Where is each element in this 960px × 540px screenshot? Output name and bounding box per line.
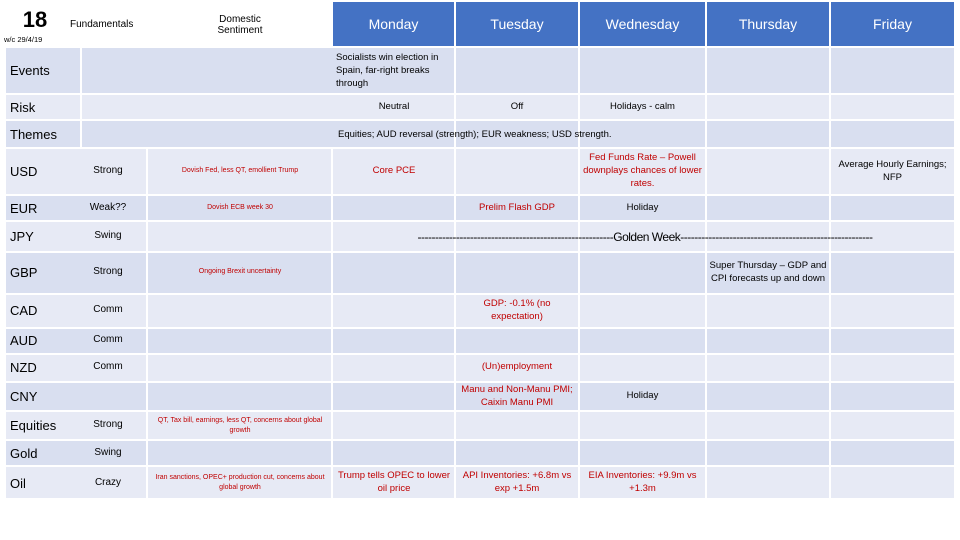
risk-wednesday: Holidays - calm	[610, 100, 675, 112]
cad-tuesday: GDP: -0.1% (no expectation)	[483, 298, 551, 322]
oil-wednesday: EIA Inventories: +9.9m vs +1.3m	[588, 469, 697, 494]
aud-fundamental: Comm	[93, 334, 123, 346]
usd-friday: Average Hourly Earnings; NFP	[838, 158, 947, 183]
fundamentals-column-header: Fundamentals	[70, 18, 134, 30]
risk-monday: Neutral	[378, 100, 410, 112]
row-label-equities: Equities	[10, 417, 57, 433]
eur-tuesday: Prelim Flash GDP	[478, 201, 555, 213]
week-number: 18	[22, 7, 48, 32]
row-label-gold: Gold	[10, 445, 38, 461]
usd-monday: Core PCE	[372, 164, 416, 176]
day-header-friday: Friday	[831, 2, 954, 46]
gbp-sentiment: Ongoing Brexit uncertainty	[198, 268, 282, 276]
gold-fundamental: Swing	[94, 447, 122, 459]
usd-fundamental: Strong	[93, 165, 123, 177]
nzd-fundamental: Comm	[93, 361, 123, 373]
usd-wednesday: Fed Funds Rate – Powell downplays chances of lower rates.	[583, 152, 702, 189]
row-label-aud: AUD	[10, 332, 38, 348]
day-header-monday: Monday	[333, 2, 454, 46]
risk-tuesday: Off	[510, 100, 524, 112]
row-label-gbp: GBP	[10, 264, 38, 280]
row-label-events: Events	[10, 62, 50, 78]
row-label-oil: Oil	[10, 475, 26, 491]
row-label-nzd: NZD	[10, 359, 37, 375]
gbp-thursday: Super Thursday – GDP and CPI forecasts up and down	[709, 260, 827, 284]
cny-tuesday: Manu and Non-Manu PMI; Caixin Manu PMI	[461, 383, 573, 408]
nzd-tuesday: (Un)employment	[481, 360, 553, 372]
oil-tuesday: API Inventories: +6.8m vs exp +1.5m	[462, 469, 572, 494]
usd-sentiment: Dovish Fed, less QT, emollient Trump	[181, 167, 299, 175]
eur-fundamental: Weak??	[89, 202, 127, 214]
events-monday: Socialists win election in Spain, far-right breaks through	[336, 51, 439, 90]
week-of-date: w/c 29/4/19	[4, 34, 43, 44]
equities-fundamental: Strong	[93, 419, 123, 431]
themes-text: Equities; AUD reversal (strength); EUR weakness; USD strength.	[338, 128, 612, 140]
row-label-jpy: JPY	[10, 228, 34, 244]
eur-wednesday: Holiday	[626, 201, 659, 213]
row-label-risk: Risk	[10, 99, 36, 115]
cny-wednesday: Holiday	[626, 390, 659, 402]
row-label-usd: USD	[10, 163, 38, 179]
gbp-fundamental: Strong	[93, 266, 123, 278]
eur-sentiment: Dovish ECB week 30	[207, 204, 273, 212]
oil-sentiment: Iran sanctions, OPEC+ production cut, concerns about global growth	[155, 474, 325, 491]
oil-monday: Trump tells OPEC to lower oil price	[337, 469, 451, 494]
row-label-themes: Themes	[10, 126, 57, 142]
oil-fundamental: Crazy	[94, 477, 122, 489]
day-header-thursday: Thursday	[707, 2, 829, 46]
row-label-eur: EUR	[10, 200, 38, 216]
day-header-tuesday: Tuesday	[456, 2, 578, 46]
domestic-sentiment-column-header: Domestic Sentiment	[217, 14, 263, 36]
cad-fundamental: Comm	[93, 304, 123, 316]
jpy-fundamental: Swing	[94, 230, 122, 242]
day-header-wednesday: Wednesday	[580, 2, 705, 46]
equities-sentiment: QT, Tax bill, earnings, less QT, concerns about global growth	[157, 417, 323, 434]
jpy-golden-week: --------------------------------------------------------Golden Week-------------------------------------------------------	[417, 230, 873, 244]
row-label-cny: CNY	[10, 388, 38, 404]
row-label-cad: CAD	[10, 302, 38, 318]
